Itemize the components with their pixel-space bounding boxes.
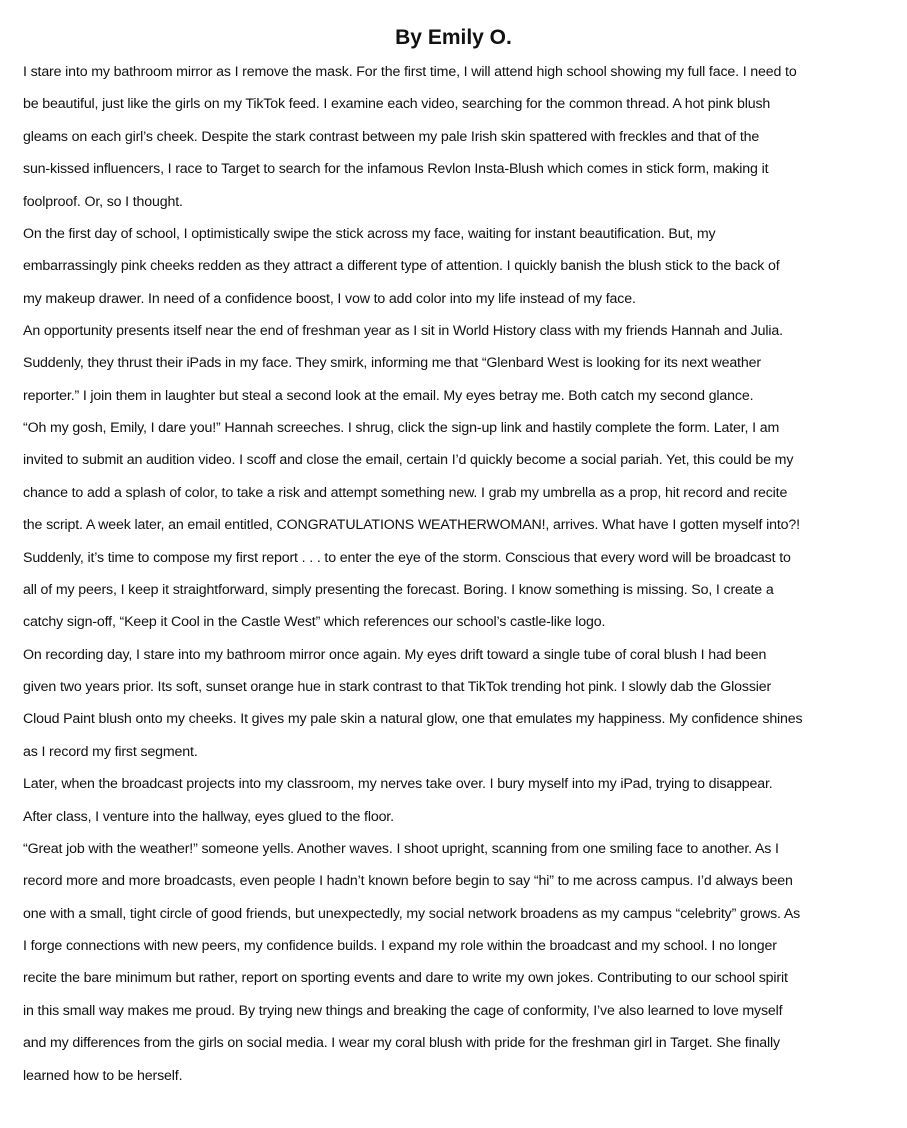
text-line: “Great job with the weather!” someone yells. Another waves. I shoot upright, scanning from one smiling face to another. As I (23, 840, 779, 857)
text-line: given two years prior. Its soft, sunset orange hue in stark contrast to that TikTok trending hot pink. I slowly dab the Glossier (23, 679, 772, 695)
text-line: be beautiful, just like the girls on my TikTok feed. I examine each video, searching for the common thread. A hot pink blush (23, 96, 771, 113)
text-line: the script. A week later, an email entitled, CONGRATULATIONS WEATHERWOMAN!, arrives. What have I gotten myself into?! (23, 517, 800, 534)
document-title: By Emily O. (395, 26, 512, 49)
text-line: as I record my first segment. (23, 743, 198, 760)
text-line: invited to submit an audition video. I scoff and close the email, certain I’d quickly become a social pariah. Yet, this could be my (23, 452, 794, 469)
text-line: I stare into my bathroom mirror as I remove the mask. For the first time, I will attend high school showing my full face. I need to (23, 64, 797, 80)
text-line: On the first day of school, I optimistically swipe the stick across my face, waiting for instant beautification. But, my (23, 225, 716, 242)
text-line: foolproof. Or, so I thought. (23, 193, 183, 210)
text-line: learned how to be herself. (23, 1067, 183, 1084)
text-line: all of my peers, I keep it straightforward, simply presenting the forecast. Boring. I know something is missing. So, I create a (23, 581, 774, 598)
text-line: sun-kissed influencers, I race to Target to search for the infamous Revlon Insta-Blush which comes in stick form, making it (23, 161, 769, 178)
text-line: On recording day, I stare into my bathroom mirror once again. My eyes drift toward a single tube of coral blush I had been (23, 646, 767, 663)
text-line: gleams on each girl’s cheek. Despite the stark contrast between my pale Irish skin spattered with freckles and that of the (23, 128, 760, 145)
text-line: and my differences from the girls on social media. I wear my coral blush with pride for the freshman girl in Target. She finally (23, 1035, 780, 1052)
text-line: embarrassingly pink cheeks redden as they attract a different type of attention. I quickly banish the blush stick to the back of (23, 258, 780, 275)
text-line: An opportunity presents itself near the end of freshman year as I sit in World History class with my friends Hannah and Julia. (23, 323, 783, 339)
text-line: After class, I venture into the hallway, eyes glued to the floor. (23, 808, 394, 825)
text-line: Cloud Paint blush onto my cheeks. It gives my pale skin a natural glow, one that emulates my happiness. My confidence shines (23, 711, 803, 728)
text-line: catchy sign-off, “Keep it Cool in the Castle West” which references our school’s castle-like logo. (23, 614, 606, 631)
text-line: my makeup drawer. In need of a confidence boost, I vow to add color into my life instead of my face. (23, 290, 636, 307)
text-line: “Oh my gosh, Emily, I dare you!” Hannah screeches. I shrug, click the sign-up link and hastily complete the form. Later, I am (23, 420, 780, 437)
text-line: Suddenly, they thrust their iPads in my face. They smirk, informing me that “Glenbard West is looking for its next weather (23, 355, 761, 372)
text-line: in this small way makes me proud. By trying new things and breaking the cage of conformity, I’ve also learned to love myself (23, 1002, 783, 1019)
text-line: recite the bare minimum but rather, report on sporting events and dare to write my own jokes. Contributing to our school spirit (23, 970, 788, 987)
text-line: chance to add a splash of color, to take a risk and attempt something new. I grab my umbrella as a prop, hit record and recite (23, 484, 788, 501)
text-line: record more and more broadcasts, even people I hadn’t known before begin to say “hi” to me across campus. I’d always been (23, 873, 793, 890)
text-line: reporter.” I join them in laughter but steal a second look at the email. My eyes betray me. Both catch my second glance. (23, 387, 754, 404)
text-line: Later, when the broadcast projects into my classroom, my nerves take over. I bury myself into my iPad, trying to disappear. (23, 776, 773, 793)
text-line: one with a small, tight circle of good friends, but unexpectedly, my social network broadens as my campus “celebrity” grows. As (23, 905, 801, 922)
text-line: Suddenly, it’s time to compose my first report . . . to enter the eye of the storm. Conscious that every word will be broadcast to (23, 549, 791, 566)
text-line: I forge connections with new peers, my confidence builds. I expand my role within the broadcast and my school. I no longer (23, 938, 777, 954)
